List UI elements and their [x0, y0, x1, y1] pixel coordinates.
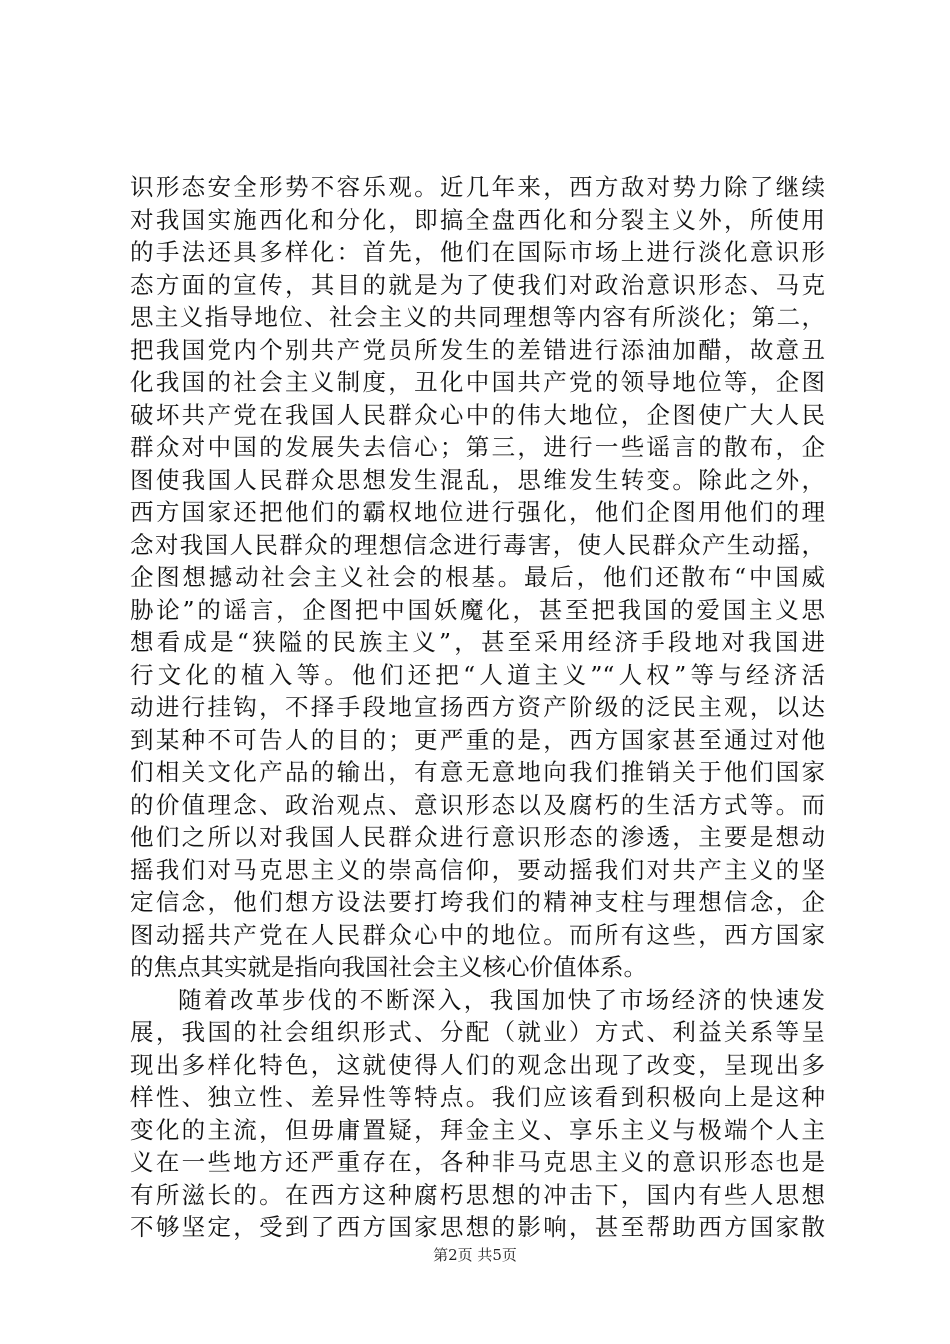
text-line: 的焦点其实就是指向我国社会主义核心价值体系。 [130, 953, 647, 981]
paragraph [130, 171, 825, 984]
text-line: 展，我国的社会组织形式、分配（就业）方式、利益关系等呈 [130, 1018, 825, 1046]
text-line: 的手法还具多样化：首先，他们在国际市场上进行淡化意识形 [130, 238, 825, 266]
text-line: 义在一些地方还严重存在，各种非马克思主义的意识形态也是 [130, 1148, 825, 1176]
text-line: 有所滋长的。在西方这种腐朽思想的冲击下，国内有些人思想 [130, 1180, 825, 1209]
text-line: 的价值理念、政治观点、意识形态以及腐朽的生活方式等。而 [130, 790, 825, 819]
text-line: 现出多样化特色，这就使得人们的观念出现了改变，呈现出多 [130, 1050, 825, 1079]
text-line: 他们之所以对我国人民群众进行意识形态的渗透，主要是想动 [130, 823, 825, 851]
text-line: 思主义指导地位、社会主义的共同理想等内容有所淡化；第二， [130, 303, 825, 331]
text-line: 念对我国人民群众的理想信念进行毒害，使人民群众产生动摇， [130, 530, 825, 559]
text-line: 把我国党内个别共产党员所发生的差错进行添油加醋，故意丑 [130, 335, 825, 364]
text-line: 们相关文化产品的输出，有意无意地向我们推销关于他们国家 [130, 758, 825, 786]
text-line: 态方面的宣传，其目的就是为了使我们对政治意识形态、马克 [130, 270, 825, 299]
text-line: 定信念，他们想方设法要打垮我们的精神支柱与理想信念，企 [130, 888, 825, 916]
text-line: 胁论”的谣言，企图把中国妖魔化，甚至把我国的爱国主义思 [130, 595, 825, 624]
text-line: 识形态安全形势不容乐观。近几年来，西方敌对势力除了继续 [130, 173, 825, 201]
text-line: 群众对中国的发展失去信心；第三，进行一些谣言的散布，企 [130, 433, 825, 461]
text-line: 到某种不可告人的目的；更严重的是，西方国家甚至通过对他 [130, 725, 825, 754]
text-line: 动进行挂钩，不择手段地宣扬西方资产阶级的泛民主观，以达 [130, 693, 825, 721]
text-line: 破坏共产党在我国人民群众心中的伟大地位，企图使广大人民 [130, 400, 825, 429]
text-line: 变化的主流，但毋庸置疑，拜金主义、享乐主义与极端个人主 [130, 1115, 825, 1144]
text-line: 图动摇共产党在人民群众心中的地位。而所有这些，西方国家 [130, 920, 825, 949]
page-footer: 第2页 共5页 [433, 1246, 517, 1264]
document-body [130, 171, 825, 1244]
text-line: 图使我国人民群众思想发生混乱，思维发生转变。除此之外， [130, 465, 825, 494]
text-line: 行文化的植入等。他们还把“人道主义”“人权”等与经济活 [130, 660, 825, 689]
text-line: 企图想撼动社会主义社会的根基。最后，他们还散布“中国威 [130, 563, 825, 591]
text-line: 摇我们对马克思主义的崇高信仰，要动摇我们对共产主义的坚 [130, 855, 825, 884]
paragraph [130, 984, 825, 1244]
text-line: 对我国实施西化和分化，即搞全盘西化和分裂主义外，所使用 [130, 205, 825, 234]
text-line: 西方国家还把他们的霸权地位进行强化，他们企图用他们的理 [130, 498, 825, 526]
text-line: 随着改革步伐的不断深入，我国加快了市场经济的快速发 [178, 985, 825, 1014]
text-line: 不够坚定，受到了西方国家思想的影响，甚至帮助西方国家散 [130, 1213, 825, 1241]
text-line: 化我国的社会主义制度，丑化中国共产党的领导地位等，企图 [130, 368, 825, 396]
text-line: 想看成是“狭隘的民族主义”，甚至采用经济手段地对我国进 [130, 628, 825, 656]
text-line: 样性、独立性、差异性等特点。我们应该看到积极向上是这种 [130, 1083, 825, 1111]
